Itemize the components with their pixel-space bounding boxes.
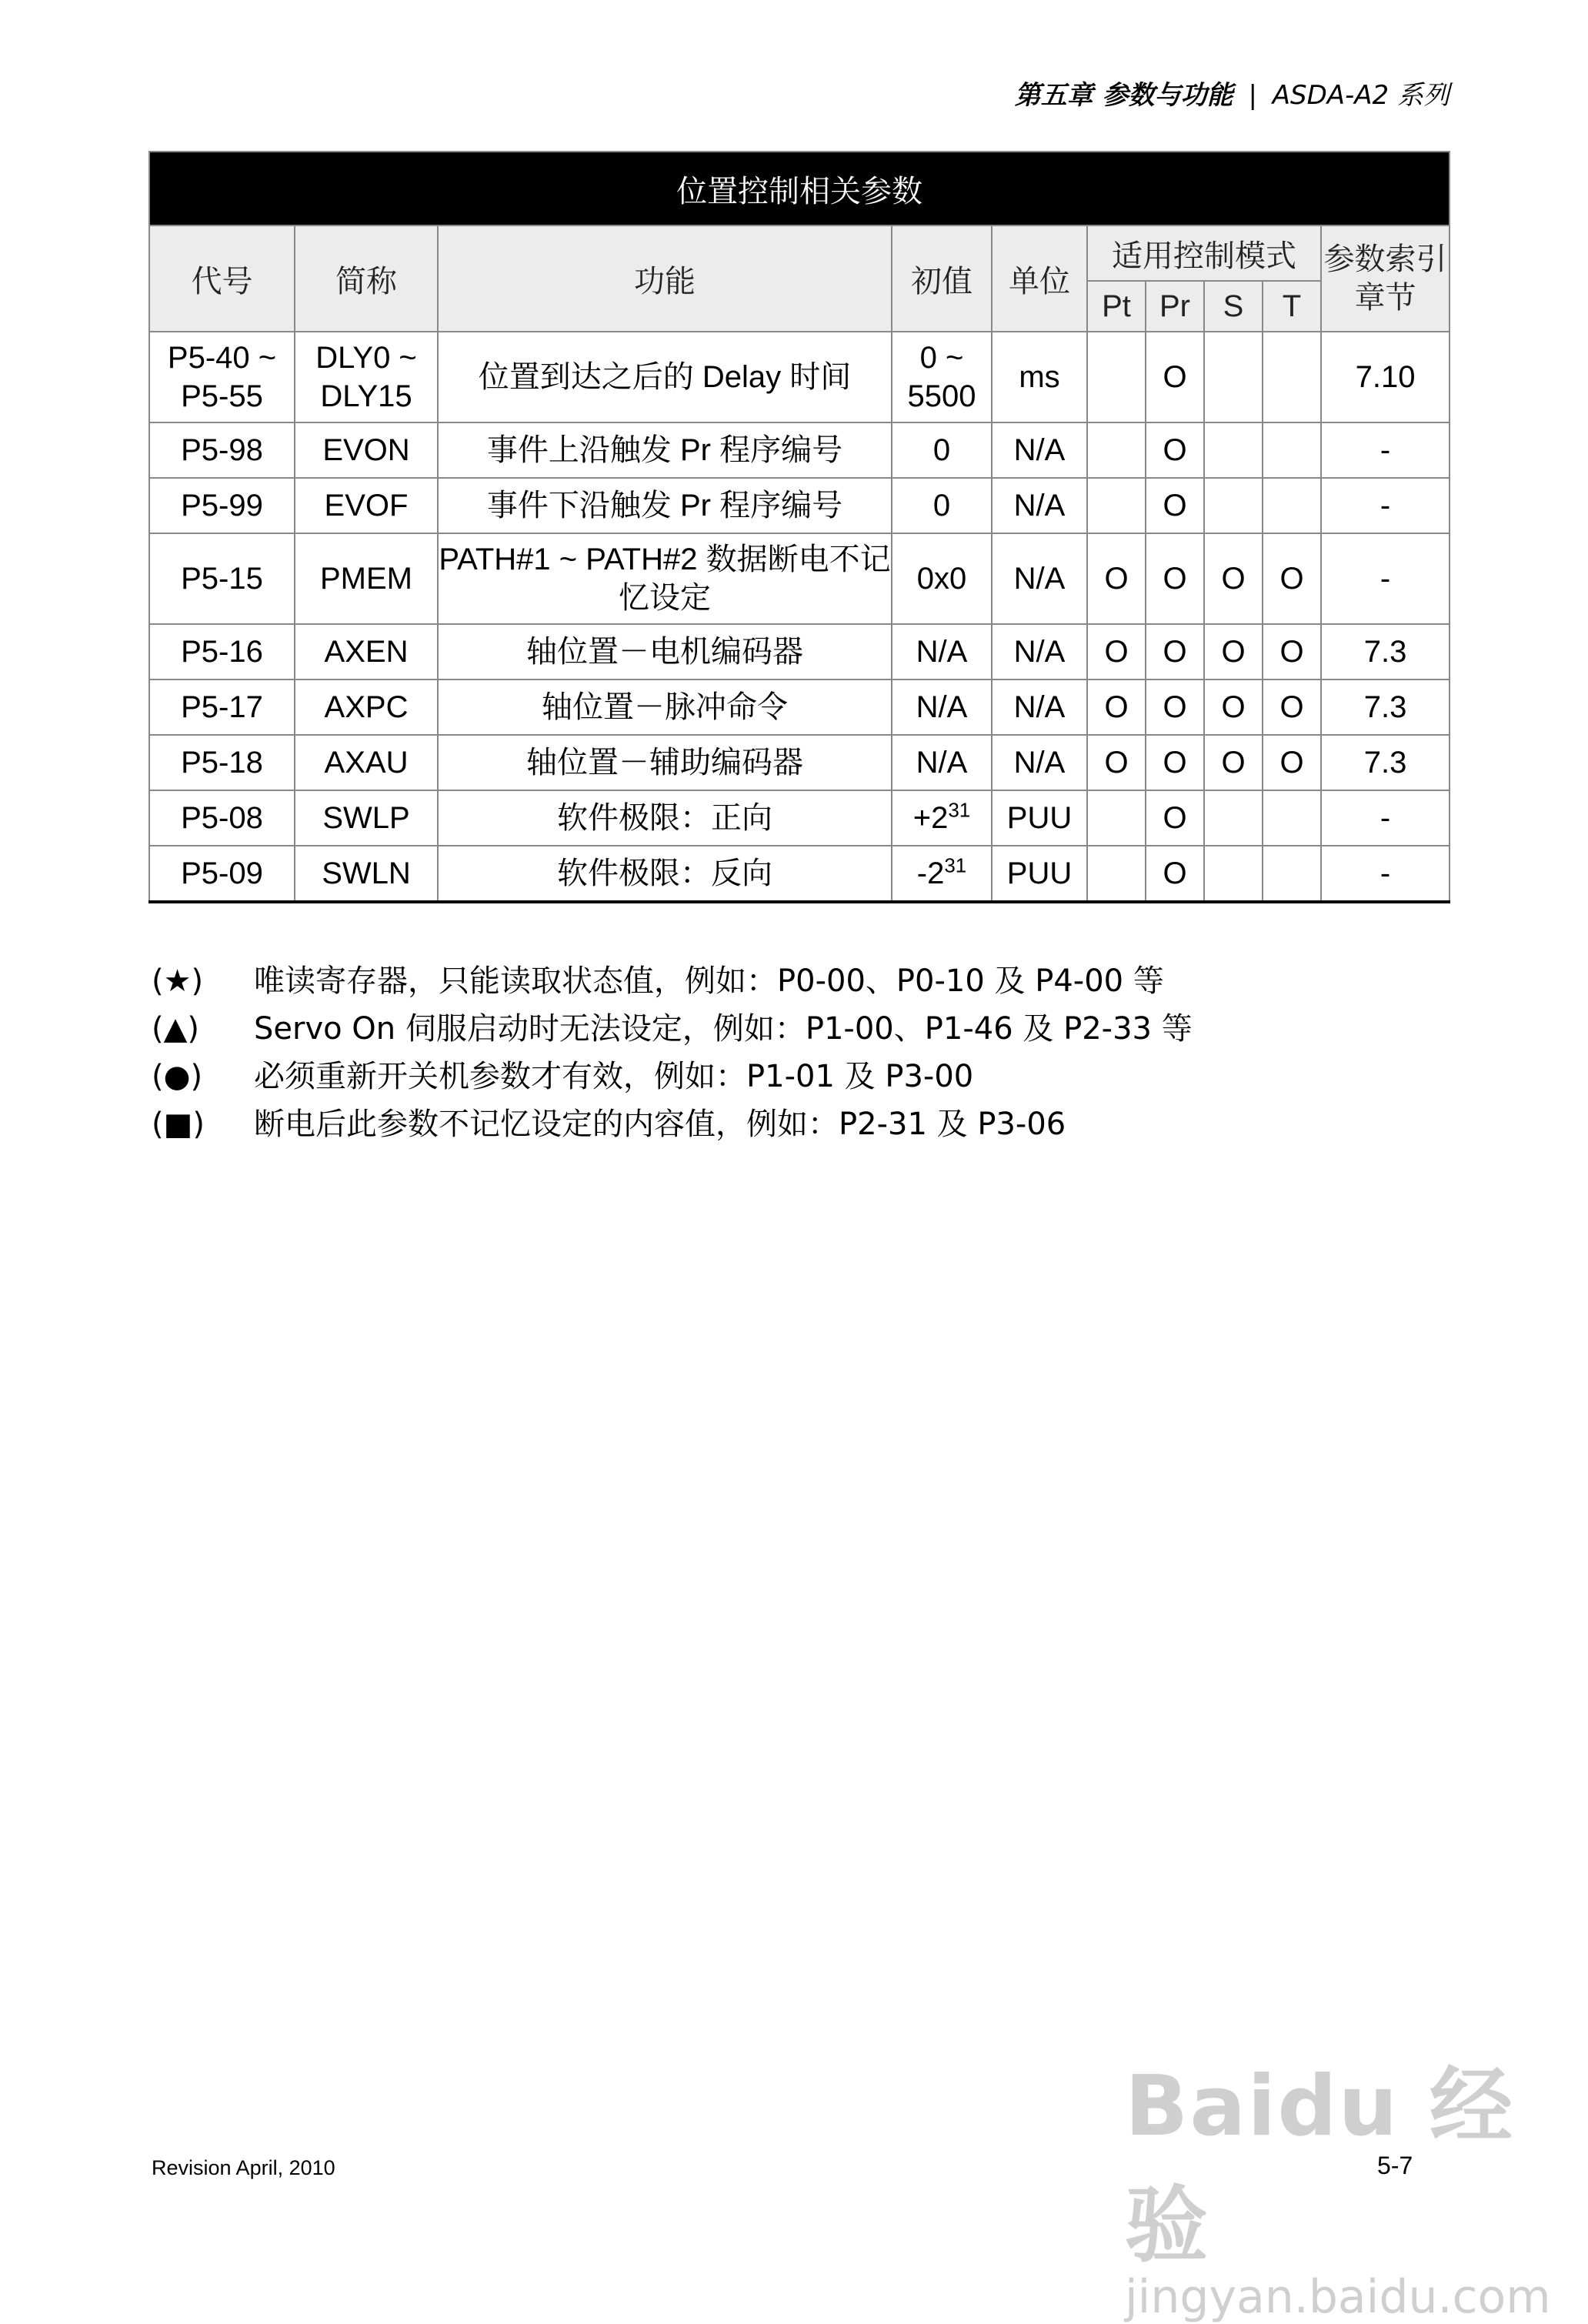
cell-mode-pr: O [1146,478,1204,533]
cell-function: 事件上沿触发 Pr 程序编号 [438,422,892,478]
cell-abbr: PMEM [295,533,438,624]
cell-mode-t: O [1263,680,1321,735]
cell-code: P5-17 [149,680,295,735]
cell-mode-pt [1087,332,1146,422]
cell-mode-s: O [1204,533,1263,624]
col-header-initial: 初值 [892,225,992,332]
cell-code: P5-99 [149,478,295,533]
note-no-retain [152,1100,1193,1148]
col-header-abbr: 简称 [295,225,438,332]
page-header [1015,74,1450,112]
cell-abbr: EVON [295,422,438,478]
cell-unit: N/A [992,624,1087,680]
table-row [149,332,1450,422]
note-text: 必须重新开关机参数才有效，例如：P1-01 及 P3-00 [254,1059,974,1094]
note-text: 断电后此参数不记忆设定的内容值，例如：P2-31 及 P3-06 [254,1107,1066,1142]
table-row [149,533,1450,624]
cell-mode-t [1263,422,1321,478]
table-row [149,624,1450,680]
cell-ref: - [1321,478,1450,533]
cell-mode-t [1263,846,1321,902]
cell-mode-pr: O [1146,735,1204,790]
cell-function: 轴位置－脉冲命令 [438,680,892,735]
cell-mode-pr: O [1146,846,1204,902]
star-icon: (★) [152,963,204,999]
col-header-code: 代号 [149,225,295,332]
cell-initial [892,846,992,902]
cell-code: P5-98 [149,422,295,478]
col-header-unit: 单位 [992,225,1087,332]
cell-initial: 0 ~ 5500 [892,332,992,422]
cell-abbr: AXAU [295,735,438,790]
cell-function: PATH#1 ~ PATH#2 数据断电不记忆设定 [438,533,892,624]
note-power-cycle [152,1053,1193,1100]
cell-mode-t [1263,478,1321,533]
cell-code: P5-18 [149,735,295,790]
cell-mode-pt: O [1087,735,1146,790]
cell-code: P5-09 [149,846,295,902]
cell-mode-t [1263,332,1321,422]
cell-abbr: SWLP [295,790,438,846]
note-text: 唯读寄存器，只能读取状态值，例如：P0-00、P0-10 及 P4-00 等 [254,963,1164,999]
col-header-mode-s: S [1204,281,1263,332]
table-title: 位置控制相关参数 [149,152,1450,225]
table-row [149,422,1450,478]
cell-function: 软件极限：反向 [438,846,892,902]
initial-exponent: 31 [944,853,967,877]
cell-mode-t: O [1263,735,1321,790]
cell-unit: N/A [992,422,1087,478]
baidu-watermark [1125,2039,1588,2324]
cell-mode-s [1204,422,1263,478]
cell-mode-s [1204,332,1263,422]
cell-mode-t [1263,790,1321,846]
page-number: 5-7 [1377,2152,1413,2179]
col-header-mode-pt: Pt [1087,281,1146,332]
watermark-url: jingyan.baidu.com [1125,2270,1551,2324]
cell-unit: N/A [992,478,1087,533]
cell-code: P5-08 [149,790,295,846]
note-servo-on [152,1005,1193,1053]
cell-initial: N/A [892,735,992,790]
cell-code: P5-40 ~ P5-55 [149,332,295,422]
cell-unit: N/A [992,680,1087,735]
cell-unit: N/A [992,533,1087,624]
cell-code: P5-16 [149,624,295,680]
cell-mode-s [1204,478,1263,533]
watermark-brand: Baidu 经验 [1125,2059,1515,2274]
cell-abbr: DLY0 ~ DLY15 [295,332,438,422]
parameter-table [148,151,1450,903]
initial-base: -2 [916,856,945,890]
cell-unit: ms [992,332,1087,422]
cell-abbr: SWLN [295,846,438,902]
cell-initial [892,790,992,846]
cell-ref: - [1321,422,1450,478]
table-row [149,846,1450,902]
chapter-title: 第五章 参数与功能 [1014,80,1233,111]
cell-mode-s: O [1204,624,1263,680]
cell-unit: PUU [992,846,1087,902]
col-header-modes: 适用控制模式 [1087,225,1321,281]
triangle-icon: (▲) [152,1011,199,1047]
table-row [149,680,1450,735]
cell-mode-s: O [1204,735,1263,790]
cell-function: 位置到达之后的 Delay 时间 [438,332,892,422]
col-header-mode-t: T [1263,281,1321,332]
cell-mode-pr: O [1146,680,1204,735]
cell-unit: PUU [992,790,1087,846]
col-header-mode-pr: Pr [1146,281,1204,332]
initial-exponent: 31 [948,798,971,822]
cell-function: 轴位置－电机编码器 [438,624,892,680]
cell-function: 事件下沿触发 Pr 程序编号 [438,478,892,533]
cell-mode-pr: O [1146,332,1204,422]
initial-base: +2 [912,800,949,835]
cell-unit: N/A [992,735,1087,790]
square-icon: (■) [152,1107,205,1142]
cell-ref: 7.3 [1321,624,1450,680]
note-text: Servo On 伺服启动时无法设定，例如：P1-00、P1-46 及 P2-33 等 [254,1011,1193,1047]
cell-ref: 7.10 [1321,332,1450,422]
cell-initial: 0 [892,422,992,478]
col-header-ref: 参数索引章节 [1321,225,1450,332]
col-header-function: 功能 [438,225,892,332]
cell-ref: 7.3 [1321,680,1450,735]
cell-mode-pt: O [1087,533,1146,624]
cell-abbr: AXEN [295,624,438,680]
cell-mode-t: O [1263,533,1321,624]
cell-code: P5-15 [149,533,295,624]
cell-mode-pr: O [1146,790,1204,846]
cell-mode-pt: O [1087,680,1146,735]
cell-mode-pr: O [1146,422,1204,478]
cell-mode-pr: O [1146,533,1204,624]
cell-abbr: EVOF [295,478,438,533]
cell-ref: - [1321,846,1450,902]
cell-function: 软件极限：正向 [438,790,892,846]
table-row [149,478,1450,533]
circle-icon: (●) [152,1059,203,1094]
cell-ref: 7.3 [1321,735,1450,790]
note-read-only [152,957,1193,1005]
cell-mode-pr: O [1146,624,1204,680]
cell-mode-t: O [1263,624,1321,680]
cell-mode-pt [1087,790,1146,846]
cell-ref: - [1321,533,1450,624]
cell-mode-pt [1087,422,1146,478]
revision-date: Revision April, 2010 [152,2156,335,2179]
cell-initial: 0x0 [892,533,992,624]
cell-mode-pt: O [1087,624,1146,680]
cell-mode-s: O [1204,680,1263,735]
cell-mode-pt [1087,478,1146,533]
cell-mode-pt [1087,846,1146,902]
cell-function: 轴位置－辅助编码器 [438,735,892,790]
series-name: ASDA-A2 系列 [1272,80,1450,111]
cell-ref: - [1321,790,1450,846]
table-row [149,790,1450,846]
parameter-table-container [148,151,1449,903]
cell-mode-s [1204,846,1263,902]
cell-abbr: AXPC [295,680,438,735]
cell-mode-s [1204,790,1263,846]
cell-initial: N/A [892,624,992,680]
header-separator: | [1248,80,1257,111]
legend-notes [152,957,1193,1148]
cell-initial: 0 [892,478,992,533]
cell-initial: N/A [892,680,992,735]
table-row [149,735,1450,790]
